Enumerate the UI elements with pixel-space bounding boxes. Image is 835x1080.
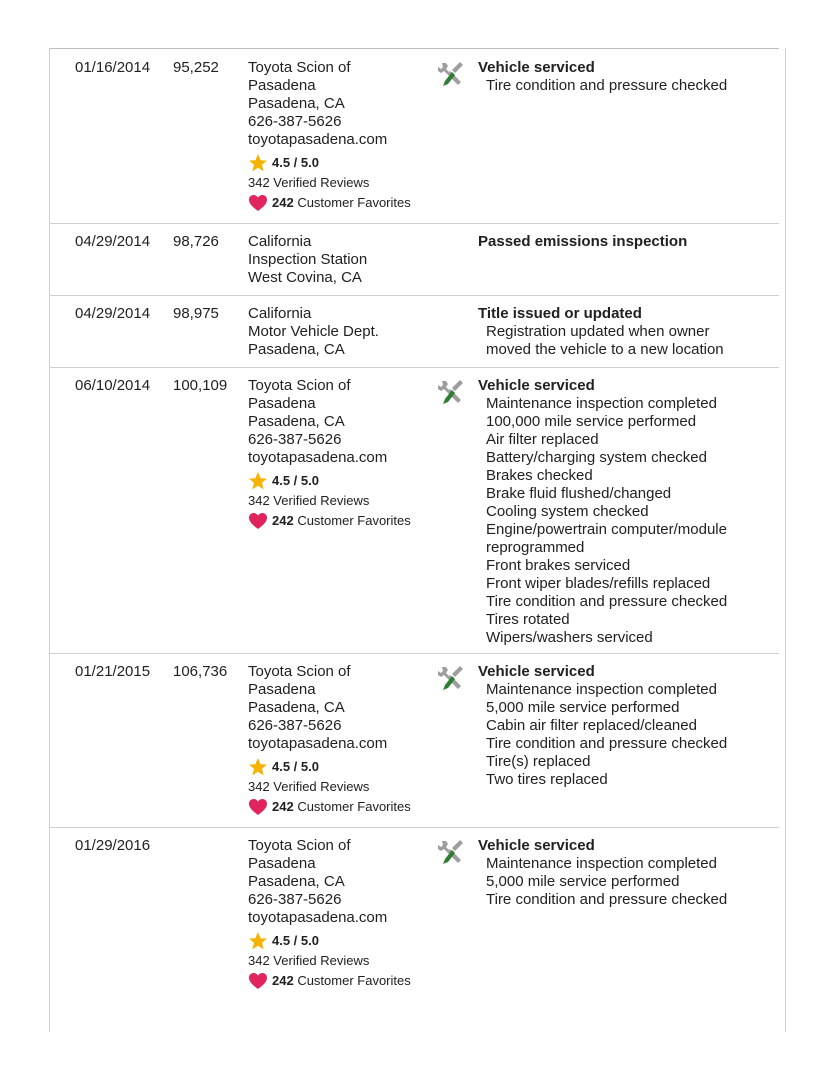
favorites-count: 242 [272, 513, 294, 528]
comment-detail: Registration updated when owner [486, 323, 710, 340]
source-line: 626-387-5626 [248, 113, 342, 130]
source-line: Pasadena [248, 855, 316, 872]
heart-icon [248, 971, 268, 991]
heart-icon [248, 193, 268, 213]
star-icon [248, 153, 268, 173]
heart-icon [248, 511, 268, 531]
heart-icon [248, 797, 268, 817]
rating [248, 757, 438, 777]
source-line: Motor Vehicle Dept. [248, 323, 379, 340]
customer-favorites [248, 193, 438, 213]
table-row [50, 223, 779, 296]
service-tools-icon [436, 59, 466, 89]
favorites-count: 242 [272, 195, 294, 210]
source-line: Pasadena, CA [248, 873, 345, 890]
customer-favorites [248, 797, 438, 817]
comment-detail: Tire(s) replaced [486, 753, 591, 770]
comment-title: Vehicle serviced [478, 837, 595, 854]
comment-title: Title issued or updated [478, 305, 642, 322]
source-line: 626-387-5626 [248, 431, 342, 448]
table-row [50, 827, 779, 1032]
favorites-count: 242 [272, 799, 294, 814]
record-odometer: 98,726 [173, 233, 219, 250]
comment-detail: Tire condition and pressure checked [486, 891, 728, 908]
table-row [50, 367, 779, 654]
record-odometer: 95,252 [173, 59, 219, 76]
comment-detail: Two tires replaced [486, 771, 608, 788]
comment-detail: Maintenance inspection completed [486, 681, 717, 698]
verified-reviews-link[interactable]: 342 Verified Reviews [248, 953, 370, 968]
favorites-label: Customer Favorites [293, 973, 411, 988]
record-date: 04/29/2014 [75, 233, 151, 250]
comment-detail: Front wiper blades/refills replaced [486, 575, 711, 592]
comment-detail: Brake fluid flushed/changed [486, 485, 672, 502]
customer-favorites [248, 971, 438, 991]
service-tools-icon [436, 837, 466, 867]
comment-detail: Tire condition and pressure checked [486, 735, 728, 752]
source-line: Toyota Scion of [248, 377, 351, 394]
service-tools-icon [436, 377, 466, 407]
comment-detail: Cooling system checked [486, 503, 649, 520]
source-line: toyotapasadena.com [248, 449, 388, 466]
record-source [248, 377, 438, 531]
comment-detail: Brakes checked [486, 467, 593, 484]
record-date: 06/10/2014 [75, 377, 151, 394]
comment-title: Vehicle serviced [478, 377, 595, 394]
record-source [248, 305, 438, 359]
source-line: toyotapasadena.com [248, 735, 388, 752]
record-source [248, 233, 438, 287]
page-border-right [785, 48, 786, 1032]
record-comments [478, 305, 778, 359]
comment-detail: Maintenance inspection completed [486, 855, 717, 872]
rating-value: 4.5 / 5.0 [272, 933, 319, 948]
rating-value: 4.5 / 5.0 [272, 759, 319, 774]
record-comments [478, 377, 778, 647]
comment-detail: Air filter replaced [486, 431, 599, 448]
rating-value: 4.5 / 5.0 [272, 155, 319, 170]
record-comments [478, 837, 778, 909]
comment-detail: 100,000 mile service performed [486, 413, 697, 430]
comment-detail: Tires rotated [486, 611, 570, 628]
comment-detail: Maintenance inspection completed [486, 395, 717, 412]
comment-detail: Wipers/washers serviced [486, 629, 653, 646]
rating [248, 471, 438, 491]
source-line: Pasadena [248, 77, 316, 94]
source-line: Pasadena, CA [248, 413, 345, 430]
verified-reviews-link[interactable]: 342 Verified Reviews [248, 493, 370, 508]
table-row [50, 49, 779, 224]
comment-detail: reprogrammed [486, 539, 585, 556]
comment-detail: 5,000 mile service performed [486, 873, 680, 890]
star-icon [248, 931, 268, 951]
source-line: Pasadena [248, 395, 316, 412]
table-row [50, 295, 779, 368]
source-line: toyotapasadena.com [248, 909, 388, 926]
star-icon [248, 471, 268, 491]
rating-value: 4.5 / 5.0 [272, 473, 319, 488]
source-line: Toyota Scion of [248, 837, 351, 854]
source-line: 626-387-5626 [248, 891, 342, 908]
verified-reviews-link[interactable]: 342 Verified Reviews [248, 175, 370, 190]
comment-detail: 5,000 mile service performed [486, 699, 680, 716]
record-comments [478, 233, 778, 251]
table-row [50, 653, 779, 828]
customer-favorites [248, 511, 438, 531]
comment-detail: Tire condition and pressure checked [486, 593, 728, 610]
comment-title: Passed emissions inspection [478, 233, 688, 250]
star-icon [248, 757, 268, 777]
comment-title: Vehicle serviced [478, 663, 595, 680]
verified-reviews-link[interactable]: 342 Verified Reviews [248, 779, 370, 794]
record-odometer: 98,975 [173, 305, 219, 322]
favorites-label: Customer Favorites [293, 799, 411, 814]
favorites-label: Customer Favorites [293, 513, 411, 528]
comment-title: Vehicle serviced [478, 59, 595, 76]
favorites-count: 242 [272, 973, 294, 988]
rating [248, 931, 438, 951]
source-line: Pasadena, CA [248, 699, 345, 716]
source-line: toyotapasadena.com [248, 131, 388, 148]
source-line: Toyota Scion of [248, 59, 351, 76]
source-line: Pasadena, CA [248, 341, 345, 358]
record-source [248, 663, 438, 817]
record-odometer: 106,736 [173, 663, 228, 680]
source-line: West Covina, CA [248, 269, 362, 286]
record-source [248, 59, 438, 213]
source-line: California [248, 305, 312, 322]
record-odometer: 100,109 [173, 377, 228, 394]
record-comments [478, 59, 778, 95]
record-date: 01/29/2016 [75, 837, 151, 854]
source-line: Pasadena [248, 681, 316, 698]
comment-detail: Front brakes serviced [486, 557, 631, 574]
rating [248, 153, 438, 173]
source-line: 626-387-5626 [248, 717, 342, 734]
record-date: 04/29/2014 [75, 305, 151, 322]
source-line: Inspection Station [248, 251, 368, 268]
record-date: 01/16/2014 [75, 59, 151, 76]
record-date: 01/21/2015 [75, 663, 151, 680]
source-line: Toyota Scion of [248, 663, 351, 680]
favorites-label: Customer Favorites [293, 195, 411, 210]
record-comments [478, 663, 778, 789]
service-tools-icon [436, 663, 466, 693]
source-line: Pasadena, CA [248, 95, 345, 112]
comment-detail: Battery/charging system checked [486, 449, 707, 466]
comment-detail: Cabin air filter replaced/cleaned [486, 717, 697, 734]
record-source [248, 837, 438, 991]
comment-detail: Engine/powertrain computer/module [486, 521, 727, 538]
comment-detail: moved the vehicle to a new location [486, 341, 724, 358]
comment-detail: Tire condition and pressure checked [486, 77, 728, 94]
source-line: California [248, 233, 312, 250]
